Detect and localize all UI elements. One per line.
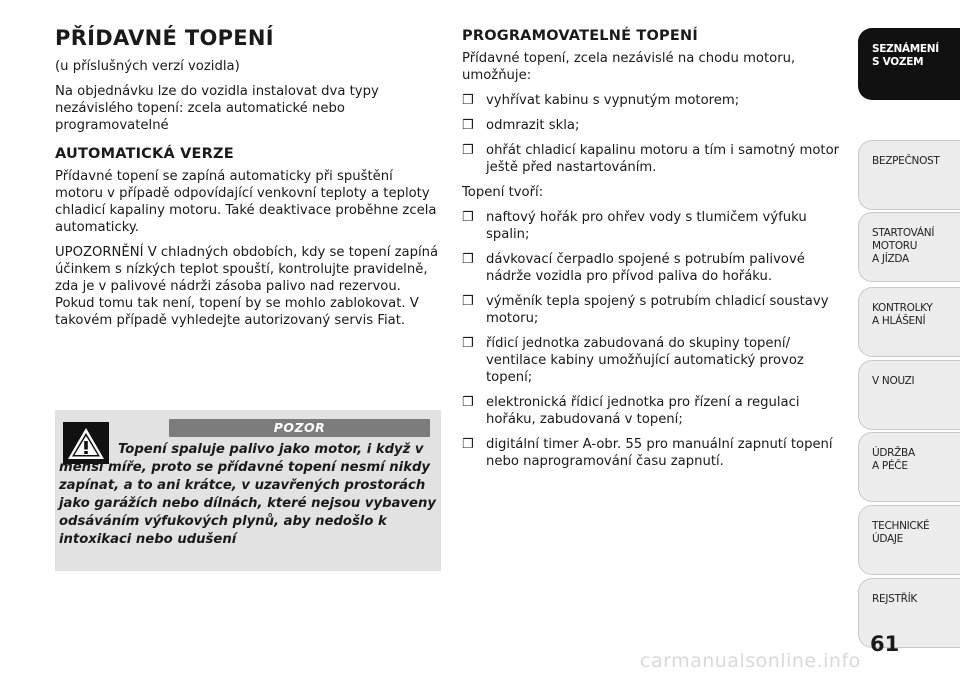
warning-label: POZOR: [169, 419, 430, 437]
notice-paragraph: UPOZORNĚNÍ V chladných obdobích, kdy se topení zapíná účinkem s nízkých teplot spouští, kontrolujte pravidelně, zda je v palivové nádrži zásoba palivo nad rezervou. Pokud tomu tak není, topení by se mohlo zablokovat. V takovém případě vyhledejte autorizovaný servis Fiat.: [55, 245, 439, 328]
section-tab[interactable]: [858, 360, 960, 430]
checkbox-bullet-icon: ❒: [462, 336, 474, 351]
checkbox-bullet-icon: ❒: [462, 437, 474, 452]
list-item-text: elektronická řídicí jednotka pro řízení a regulaci hořáku, zabudovaná v topení;: [486, 395, 800, 427]
section-tab-label: STARTOVÁNÍ MOTORU A JÍZDA: [872, 227, 935, 265]
list-item-text: naftový hořák pro ohřev vody s tlumičem výfuku spalin;: [486, 210, 807, 242]
section-tab-label: V NOUZI: [872, 375, 915, 387]
section-tabs: [858, 0, 960, 677]
list-item: [462, 436, 847, 470]
checkbox-bullet-icon: ❒: [462, 143, 474, 158]
list-item-text: dávkovací čerpadlo spojené s potrubím palivové nádrže vozidla pro přívod paliva do hořáku.: [486, 252, 805, 284]
list-item: [462, 251, 847, 285]
list-item: [462, 394, 847, 428]
section-tab[interactable]: [858, 212, 960, 282]
heating-components-label: Topení tvoří:: [462, 185, 544, 200]
list-item: [462, 142, 847, 176]
programmable-intro: Přídavné topení, zcela nezávislé na chodu motoru, umožňuje:: [462, 51, 796, 83]
list-item: [462, 293, 847, 327]
list-item-text: výměník tepla spojený s potrubím chladicí soustavy motoru;: [486, 294, 829, 326]
section-tab[interactable]: [858, 432, 960, 502]
checkbox-bullet-icon: ❒: [462, 252, 474, 267]
intro-paragraph: Na objednávku lze do vozidla instalovat dva typy nezávislého topení: zcela automatické nebo programovatelné: [55, 84, 379, 133]
list-item-text: digitální timer A-obr. 55 pro manuální zapnutí topení nebo naprogramování času zapnutí.: [486, 437, 833, 469]
section-tab-label: REJSTŘÍK: [872, 593, 917, 605]
left-column: [55, 22, 443, 337]
list-item: [462, 92, 847, 109]
warning-text-content: Topení spaluje palivo jako motor, i když v menší míře, proto se přídavné topení nesmí nikdy zapínat, a to ani krátce, v uzavřených prostorách jako garážích nebo dílnách, které nejsou vybaveny odsáváním výfukových plynů, aby nedošlo k intoxikaci nebo udušení: [59, 442, 436, 547]
page-title: PŘÍDAVNÉ TOPENÍ: [55, 26, 274, 50]
warning-text: [59, 441, 439, 549]
list-item-text: vyhřívat kabinu s vypnutým motorem;: [486, 93, 740, 108]
section-tab-label: BEZPEČNOST: [872, 155, 940, 167]
section-title-automatic: AUTOMATICKÁ VERZE: [55, 146, 234, 162]
list-item-text: ohřát chladicí kapalinu motoru a tím i samotný motor ještě před nastartováním.: [486, 143, 840, 175]
automatic-paragraph: Přídavné topení se zapíná automaticky při spuštění motoru v případě odpovídající venkovní teploty a teploty chladicí kapaliny motoru. Také deaktivace proběhne zcela automaticky.: [55, 169, 437, 235]
capabilities-list: [462, 92, 847, 176]
section-tab-label: SEZNÁMENÍ S VOZEM: [872, 43, 939, 68]
list-item-text: řídicí jednotka zabudovaná do skupiny topení/ ventilace kabiny umožňující automatický provoz topení;: [486, 336, 804, 385]
checkbox-bullet-icon: ❒: [462, 118, 474, 133]
section-tab[interactable]: [858, 28, 960, 100]
checkbox-bullet-icon: ❒: [462, 93, 474, 108]
intro-note: (u příslušných verzí vozidla): [55, 59, 240, 74]
checkbox-bullet-icon: ❒: [462, 395, 474, 410]
watermark: carmanualsonline.info: [640, 650, 861, 672]
right-column: [462, 22, 847, 478]
section-tab[interactable]: [858, 505, 960, 575]
section-title-programmable: PROGRAMOVATELNÉ TOPENÍ: [462, 28, 698, 44]
checkbox-bullet-icon: ❒: [462, 294, 474, 309]
warning-box: [55, 410, 441, 571]
section-tab[interactable]: [858, 140, 960, 210]
page-number: 61: [870, 632, 900, 656]
components-list: [462, 209, 847, 470]
list-item: [462, 209, 847, 243]
list-item: [462, 117, 847, 134]
section-tab-label: ÚDRŽBA A PÉČE: [872, 447, 915, 472]
section-tab[interactable]: [858, 287, 960, 357]
list-item-text: odmrazit skla;: [486, 118, 580, 133]
section-tab-label: TECHNICKÉ ÚDAJE: [872, 520, 930, 545]
section-tab-label: KONTROLKY A HLÁŠENÍ: [872, 302, 933, 327]
checkbox-bullet-icon: ❒: [462, 210, 474, 225]
list-item: [462, 335, 847, 386]
